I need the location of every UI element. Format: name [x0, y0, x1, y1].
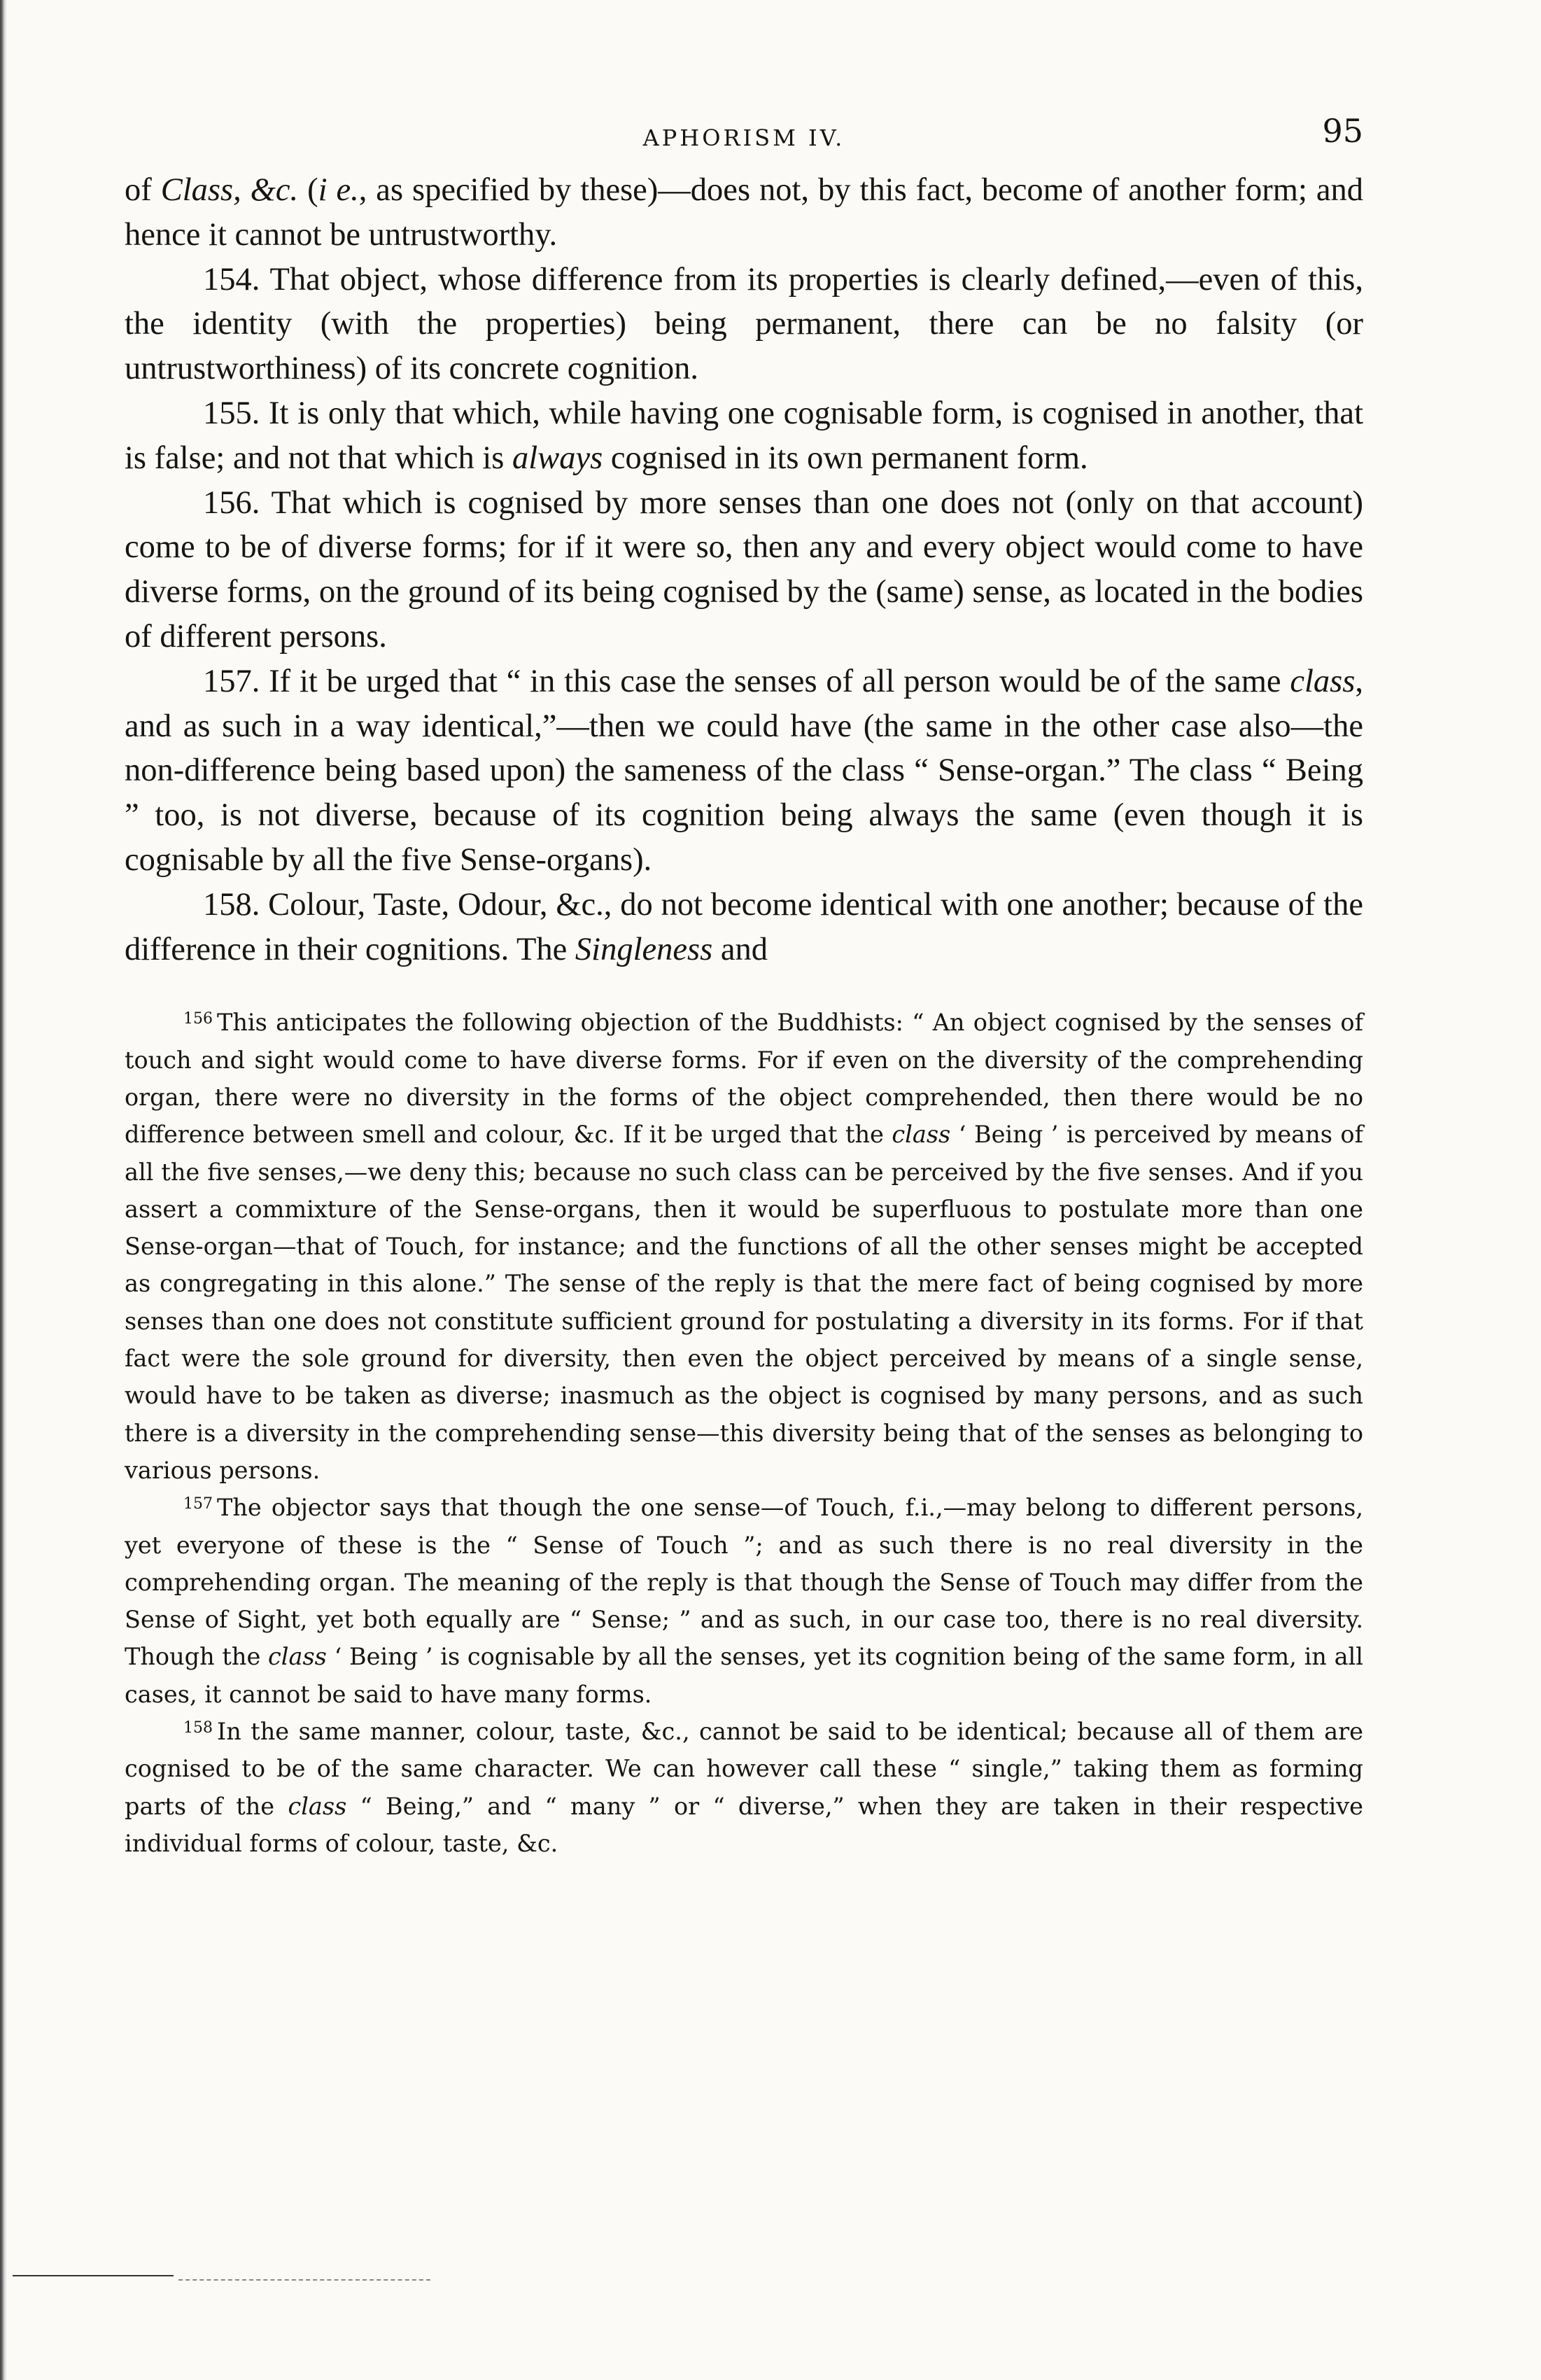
paragraph [125, 883, 1363, 972]
italic-text-run: class [892, 1121, 951, 1149]
paragraph [125, 168, 1363, 258]
footnote-number: 158 [183, 1718, 213, 1737]
text-run: 155. It is only that which, while having one cognisable form, is cognised in another, that is false; and not that which is [125, 395, 1363, 476]
running-head-title: APHORISM IV. [642, 125, 845, 151]
text-run: In the same manner, colour, taste, &c., cannot be said to be identical; because all of them are cognised to be of the same character. We can however call these “ single,” taking them as forming parts of the [125, 1717, 1363, 1820]
running-head [125, 112, 1363, 161]
italic-text-run: Class, &c. [160, 172, 299, 208]
text-run: , as specified by these)—does not, by this fact, become of another form; and hence it cannot be untrustworthy. [125, 172, 1363, 253]
footnote [125, 1004, 1363, 1489]
text-run: This anticipates the following objection of the Buddhists: “ An object cognised by the senses of touch and sight would come to have diverse forms. For if even on the diversity of the comprehending organ, there were no diversity in the forms of the object comprehended, then there would be no difference between smell and colour, &c. If it be urged that the [125, 1009, 1363, 1149]
book-page [125, 112, 1363, 1862]
italic-text-run: always [512, 440, 603, 476]
text-run: and [712, 931, 768, 967]
footnote [125, 1713, 1363, 1862]
paragraph [125, 258, 1363, 391]
text-run: 154. That object, whose difference from its properties is clearly defined,—even of this, the identity (with the properties) being permanent, there can be no falsity (or untrustworthiness) of its concrete cognition. [125, 261, 1363, 387]
text-run: ‘ Being ’ is perceived by means of all the five senses,—we deny this; because no such class can be perceived by the five senses. And if you assert a commixture of the Sense-organs, then it would be superfluous to postulate more than one Sense-organ—that of Touch, for instance; and the functions of all the other senses might be accepted as congregating in this alone.” The sense of the reply is that the mere fact of being cognised by more senses than one does not constitute sufficient ground for postulating a diversity in its forms. For if that fact were the sole ground for diversity, then even the object perceived by means of a single sense, would have to be taken as diverse; inasmuch as the object is cognised by many persons, and as such there is a diversity in the comprehending sense—this diversity being that of the senses as belonging to various persons. [125, 1121, 1363, 1484]
italic-text-run: class [268, 1643, 327, 1671]
text-run: 158. Colour, Taste, Odour, &c., do not become identical with one another; because of the difference in their cognitions. The [125, 886, 1363, 967]
text-run: “ Being,” and “ many ” or “ diverse,” when they are taken in their respective individual forms of colour, taste, &c. [125, 1792, 1363, 1857]
footnotes [125, 1004, 1363, 1862]
paragraph [125, 481, 1363, 659]
paragraph [125, 659, 1363, 883]
main-text [125, 168, 1363, 972]
paragraph [125, 391, 1363, 481]
italic-text-run: Singleness [575, 931, 713, 967]
footnote-number: 156 [183, 1010, 213, 1028]
italic-text-run: class [1290, 663, 1356, 699]
text-run: cognised in its own permanent form. [603, 440, 1088, 476]
page-number: 95 [1322, 112, 1363, 150]
footnote [125, 1489, 1363, 1713]
text-run: 157. If it be urged that “ in this case the senses of all person would be of the same [203, 663, 1290, 699]
text-run: ‘ Being ’ is cognisable by all the senses, yet its cognition being of the same form, in all cases, it cannot be said to have many forms. [125, 1643, 1363, 1708]
text-run: , and as such in a way identical,”—then we could have (the same in the other case also—the non-difference being based upon) the sameness of the class “ Sense-organ.” The class “ Being ” too, is not diverse, because of its cognition being always the same (even though it is cognisable by all the five Sense-organs). [125, 663, 1363, 878]
text-run: of [125, 172, 161, 208]
scan-binding-edge [0, 0, 7, 2380]
text-run: 156. That which is cognised by more senses than one does not (only on that account) come to be of diverse forms; for if it were so, then any and every object would come to have diverse forms, on the ground of its being cognised by the (same) sense, as located in the bodies of different persons. [125, 484, 1363, 654]
bottom-rule [13, 2275, 174, 2276]
text-run: ( [298, 172, 318, 208]
bottom-dash-rule [178, 2279, 430, 2281]
italic-text-run: i e. [318, 172, 359, 208]
text-run: The objector says that though the one sense—of Touch, f.i.,—may belong to different persons, yet everyone of these is the “ Sense of Touch ”; and as such there is no real diversity in the comprehending organ. The meaning of the reply is that though the Sense of Touch may differ from the Sense of Sight, yet both equally are “ Sense; ” and as such, in our case too, there is no real diversity. Though the [125, 1494, 1363, 1671]
section-gap [125, 972, 1363, 1004]
italic-text-run: class [288, 1792, 347, 1820]
footnote-number: 157 [183, 1495, 213, 1513]
